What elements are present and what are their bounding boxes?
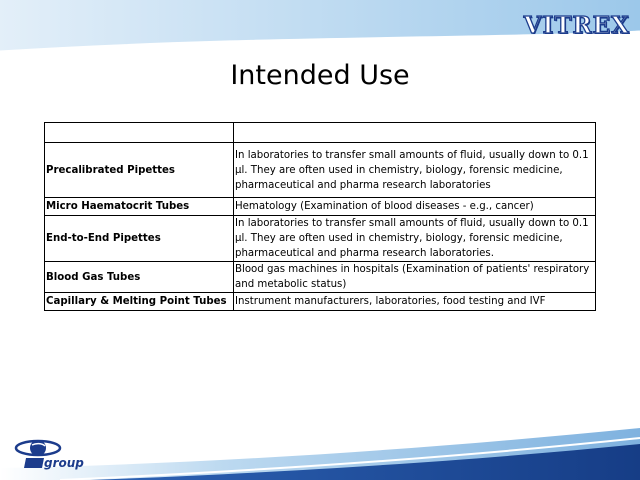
intended-use-cell: Blood gas machines in hospitals (Examination of patients' respiratory and metabolic status) (234, 262, 596, 293)
product-name-cell: Blood Gas Tubes (45, 262, 234, 293)
intended-use-cell: Instrument manufacturers, laboratories, food testing and IVF (234, 293, 596, 311)
intended-use-cell: Hematology (Examination of blood diseases - e.g., cancer) (234, 198, 596, 216)
header-cell (234, 123, 596, 143)
table-row (45, 262, 596, 293)
table-row (45, 198, 596, 216)
product-name-cell: End-to-End Pipettes (45, 216, 234, 262)
intended-use-table (44, 122, 596, 311)
footer-logo-text: group (44, 456, 84, 470)
product-name-cell: Capillary & Melting Point Tubes (45, 293, 234, 311)
table-row (45, 143, 596, 198)
table-row (45, 293, 596, 311)
table-header-row (45, 123, 596, 143)
table-row (45, 216, 596, 262)
product-name-cell: Micro Haematocrit Tubes (45, 198, 234, 216)
intended-use-cell: In laboratories to transfer small amounts of fluid, usually down to 0.1 µl. They are often used in chemistry, biology, forensic medicine, pharmaceutical and pharma research laboratories. (234, 216, 596, 262)
vitrex-logo: VITREX (523, 12, 630, 39)
header-cell (45, 123, 234, 143)
footer-wave-band (0, 420, 640, 480)
intended-use-cell: In laboratories to transfer small amounts of fluid, usually down to 0.1 µl. They are often used in chemistry, biology, forensic medicine, pharmaceutical and pharma research laboratories (234, 143, 596, 198)
page-title: Intended Use (230, 60, 410, 91)
product-name-cell: Precalibrated Pipettes (45, 143, 234, 198)
